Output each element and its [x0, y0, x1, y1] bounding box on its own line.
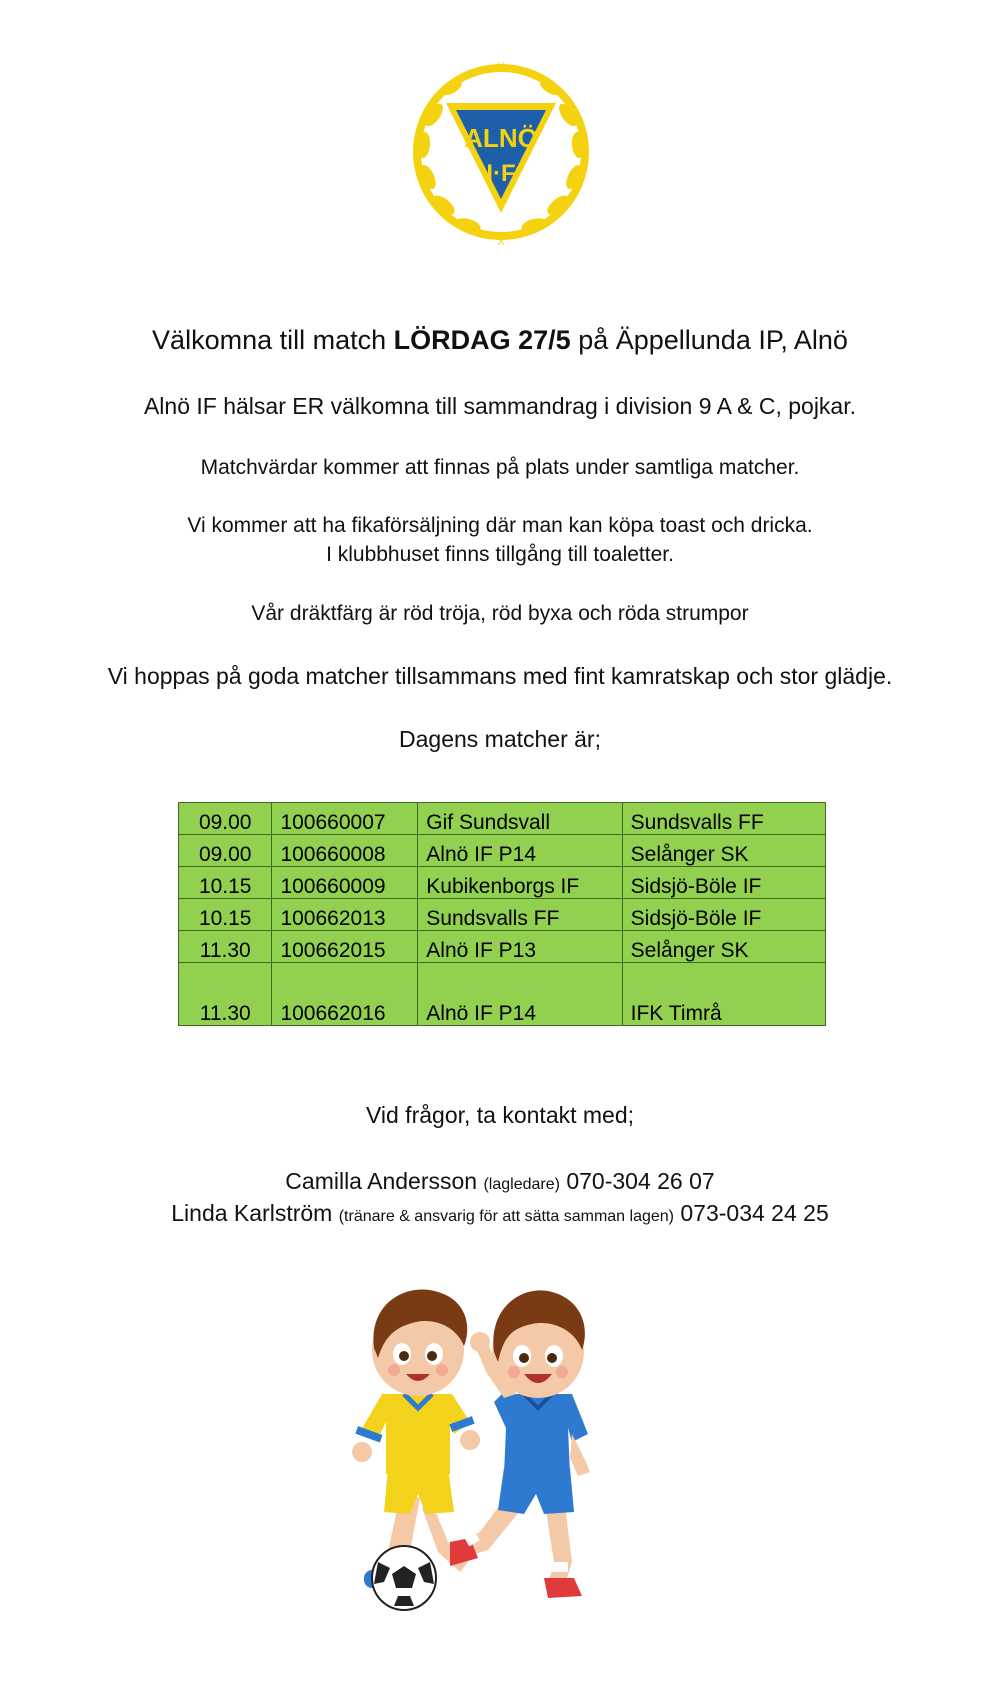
match-time: 09.00 [179, 803, 272, 835]
contact-line-2 [0, 1200, 1000, 1227]
contact-role: (tränare & ansvarig för att sätta samman lagen) [338, 1208, 674, 1225]
home-team: Alnö IF P14 [418, 835, 622, 867]
contact-role: (lagledare) [483, 1176, 560, 1193]
away-team: Sidsjö-Böle IF [622, 899, 825, 931]
home-team: Alnö IF P14 [418, 963, 622, 1026]
cafe-text-1: Vi kommer att ha fikaförsäljning där man kan köpa toast och dricka. [187, 514, 813, 537]
logo-text-bottom: I·F [486, 160, 516, 187]
away-team: IFK Timrå [622, 963, 825, 1026]
table-row [179, 867, 826, 899]
table-row [179, 835, 826, 867]
home-team: Sundsvalls FF [418, 899, 622, 931]
contact-line-1 [0, 1168, 1000, 1195]
away-team: Selånger SK [622, 931, 825, 963]
logo-text-top: ALNÖ [464, 123, 538, 153]
away-team: Selånger SK [622, 835, 825, 867]
match-time: 10.15 [179, 899, 272, 931]
page-title [0, 325, 1000, 356]
table-row [179, 963, 826, 1026]
club-logo [412, 55, 590, 250]
cafe-text-2: I klubbhuset finns tillgång till toaletter. [326, 543, 674, 566]
table-row [179, 931, 826, 963]
hosts-text: Matchvärdar kommer att finnas på plats under samtliga matcher. [200, 456, 800, 479]
svg-text:X: X [497, 236, 505, 248]
svg-text:·X·: ·X· [493, 61, 509, 73]
matches-heading: Dagens matcher är; [399, 726, 601, 752]
contact-heading: Vid frågor, ta kontakt med; [365, 1102, 635, 1128]
table-row [179, 803, 826, 835]
match-time: 10.15 [179, 867, 272, 899]
match-time: 09.00 [179, 835, 272, 867]
football-icon [372, 1546, 436, 1610]
away-team: Sidsjö-Böle IF [622, 867, 825, 899]
match-id: 100662016 [272, 963, 418, 1026]
table-row [179, 899, 826, 931]
match-time: 11.30 [179, 963, 272, 1026]
title-prefix: Välkomna till match [152, 325, 394, 355]
match-id: 100662015 [272, 931, 418, 963]
contact-name: Camilla Andersson [285, 1168, 478, 1194]
title-suffix: på Äppellunda IP, Alnö [570, 325, 848, 355]
kit-text: Vår dräktfärg är röd tröja, röd byxa och röda strumpor [251, 602, 749, 625]
contact-phone: 073-034 24 25 [680, 1200, 829, 1226]
kids-football-illustration [338, 1262, 656, 1612]
away-team: Sundsvalls FF [622, 803, 825, 835]
home-team: Kubikenborgs IF [418, 867, 622, 899]
match-id: 100660008 [272, 835, 418, 867]
intro-text: Alnö IF hälsar ER välkomna till sammandrag i division 9 A & C, pojkar. [143, 393, 857, 419]
home-team: Alnö IF P13 [418, 931, 622, 963]
home-team: Gif Sundsvall [418, 803, 622, 835]
contact-phone: 070-304 26 07 [566, 1168, 715, 1194]
title-date: LÖRDAG 27/5 [393, 325, 571, 355]
contact-name: Linda Karlström [171, 1200, 333, 1226]
match-time: 11.30 [179, 931, 272, 963]
match-id: 100660009 [272, 867, 418, 899]
match-id: 100662013 [272, 899, 418, 931]
match-id: 100660007 [272, 803, 418, 835]
match-schedule-table [178, 802, 826, 1026]
hope-text: Vi hoppas på goda matcher tillsammans med fint kamratskap och stor glädje. [107, 663, 893, 689]
